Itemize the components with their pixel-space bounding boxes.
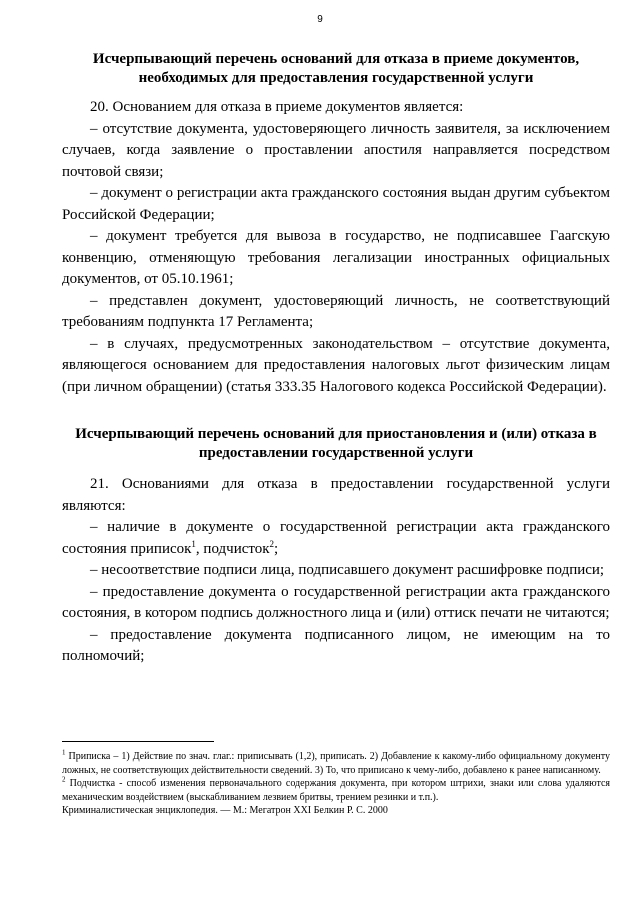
footnote-ref-2[interactable]: 2 (269, 538, 275, 549)
list-item: – представлен документ, удостоверяющий личность, не соответствующий требованиям подпункта 17 Регламента; (62, 292, 610, 330)
footnote-divider (62, 741, 214, 742)
list-item: – наличие в документе о государственной регистрации акта гражданского состояния приписок$^1$, подчисток$^2$; (62, 519, 610, 557)
footnote-2: $^2$ Подчистка - способ изменения первоначального содержания документа, при котором штрихи, знаки или слова удаляются механическим воздействием (выскабливанием лезвием бритвы, трением резинки и т.п.). (62, 775, 610, 803)
section-title-refusal-service: Исчерпывающий перечень оснований для приостановления и (или) отказа в предоставлении государственной услуги (75, 426, 597, 461)
footnote-source: Криминалистическая энциклопедия. — М.: Мегатрон XXI Белкин Р. С. 2000 (62, 805, 388, 816)
list-item: – документ требуется для вывоза в государство, не подписавшее Гаагскую конвенцию, отменяющую требования легализации иностранных официальных документов, от 05.10.1961; (62, 228, 610, 287)
paragraph-20: 20. Основанием для отказа в приеме документов является: (90, 99, 464, 115)
list-item: – предоставление документа подписанного лицом, не имеющим на то полномочий; (62, 626, 610, 664)
list-item: – отсутствие документа, удостоверяющего личность заявителя, за исключением случаев, когда заявление о проставлении апостиля направляется посредством почтовой связи; (62, 120, 610, 180)
list-item: – в случаях, предусмотренных законодательством – отсутствие документа, являющегося основанием для предоставления налоговых льгот физическим лицам (при личном обращении) (статья 333.35 Налогового кодекса Российской Федерации). (62, 335, 610, 395)
footnotes (62, 741, 610, 818)
list-item: – документ о регистрации акта гражданского состояния выдан другим субъектом Российской Федерации; (62, 185, 610, 223)
section-title-refusal-acceptance: Исчерпывающий перечень оснований для отказа в приеме документов, необходимых для предоставления государственной услуги (92, 51, 580, 86)
footnote-ref-1[interactable]: 1 (191, 538, 196, 549)
paragraph-21: 21. Основаниями для отказа в предоставлении государственной услуги являются: (62, 476, 610, 514)
footnote-1: $^1$ Приписка – 1) Действие по знач. глаг.: приписывать (1,2), приписать. 2) Добавление к какому-либо официальному документу ложных, не соответствующих действительности сведений. 3) То, что приписано к чему-либо, добавлено к ранее написанному. (62, 748, 610, 776)
list-item: – несоответствие подписи лица, подписавшего документ расшифровке подписи; (90, 562, 605, 578)
main-content (62, 50, 610, 668)
list-item: – предоставление документа о государственной регистрации акта гражданского состояния, в котором подпись должностного лица и (или) оттиск печати не читаются; (62, 583, 610, 621)
page-number: 9 (317, 14, 323, 25)
